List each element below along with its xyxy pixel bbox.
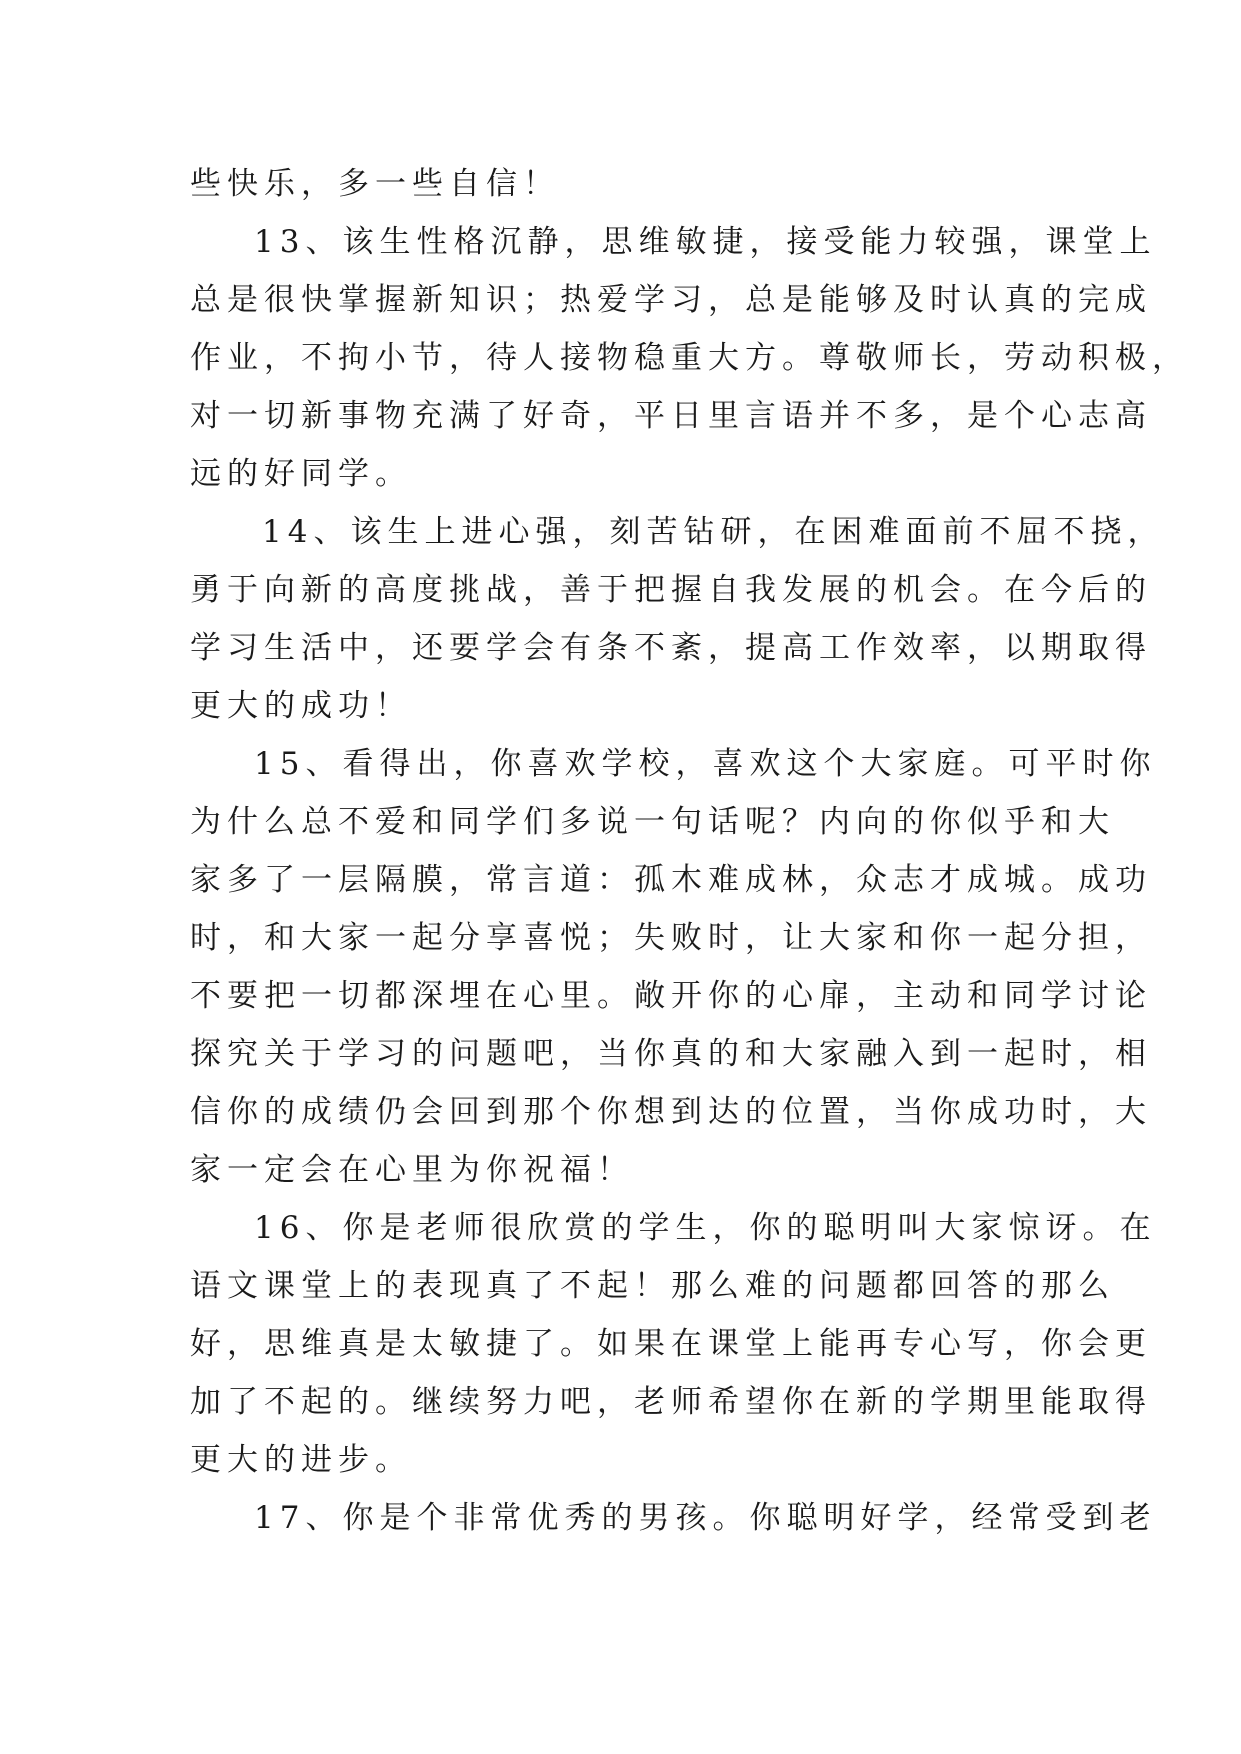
text-line: 不要把一切都深埋在心里。敞开你的心扉，主动和同学讨论: [190, 978, 1152, 1014]
text-line: 时，和大家一起分享喜悦；失败时，让大家和你一起分担，: [190, 920, 1152, 956]
text-line: 好，思维真是太敏捷了。如果在课堂上能再专心写，你会更: [190, 1326, 1152, 1362]
text-line: 为什么总不爱和同学们多说一句话呢？内向的你似乎和大: [190, 804, 1115, 840]
text-line: 远的好同学。: [190, 456, 412, 492]
paragraph-17-first-line: 17、你是个非常优秀的男孩。你聪明好学，经常受到老: [254, 1500, 1157, 1536]
text-line: 些快乐，多一些自信！: [190, 166, 560, 202]
text-line: 总是很快掌握新知识；热爱学习，总是能够及时认真的完成: [190, 282, 1152, 318]
text-line: 勇于向新的高度挑战，善于把握自我发展的机会。在今后的: [190, 572, 1152, 608]
text-line: 学习生活中，还要学会有条不紊，提高工作效率，以期取得: [190, 630, 1152, 666]
text-line: 家一定会在心里为你祝福！: [190, 1152, 634, 1188]
paragraph-13-first-line: 13、该生性格沉静，思维敏捷，接受能力较强，课堂上: [254, 224, 1157, 260]
text-line: 探究关于学习的问题吧，当你真的和大家融入到一起时，相: [190, 1036, 1152, 1072]
paragraph-14-first-line: 14、该生上进心强，刻苦钻研，在困难面前不屈不挠，: [262, 514, 1165, 550]
text-line: 更大的成功！: [190, 688, 412, 724]
text-line: 加了不起的。继续努力吧，老师希望你在新的学期里能取得: [190, 1384, 1152, 1420]
text-line: 信你的成绩仍会回到那个你想到达的位置，当你成功时，大: [190, 1094, 1152, 1130]
text-line: 对一切新事物充满了好奇，平日里言语并不多，是个心志高: [190, 398, 1152, 434]
paragraph-16-first-line: 16、你是老师很欣赏的学生，你的聪明叫大家惊讶。在: [254, 1210, 1157, 1246]
text-line: 家多了一层隔膜，常言道：孤木难成林，众志才成城。成功: [190, 862, 1152, 898]
paragraph-15-first-line: 15、看得出，你喜欢学校，喜欢这个大家庭。可平时你: [254, 746, 1157, 782]
text-line: 作业，不拘小节，待人接物稳重大方。尊敬师长，劳动积极，: [190, 340, 1189, 376]
text-line: 语文课堂上的表现真了不起！那么难的问题都回答的那么: [190, 1268, 1115, 1304]
text-line: 更大的进步。: [190, 1442, 412, 1478]
